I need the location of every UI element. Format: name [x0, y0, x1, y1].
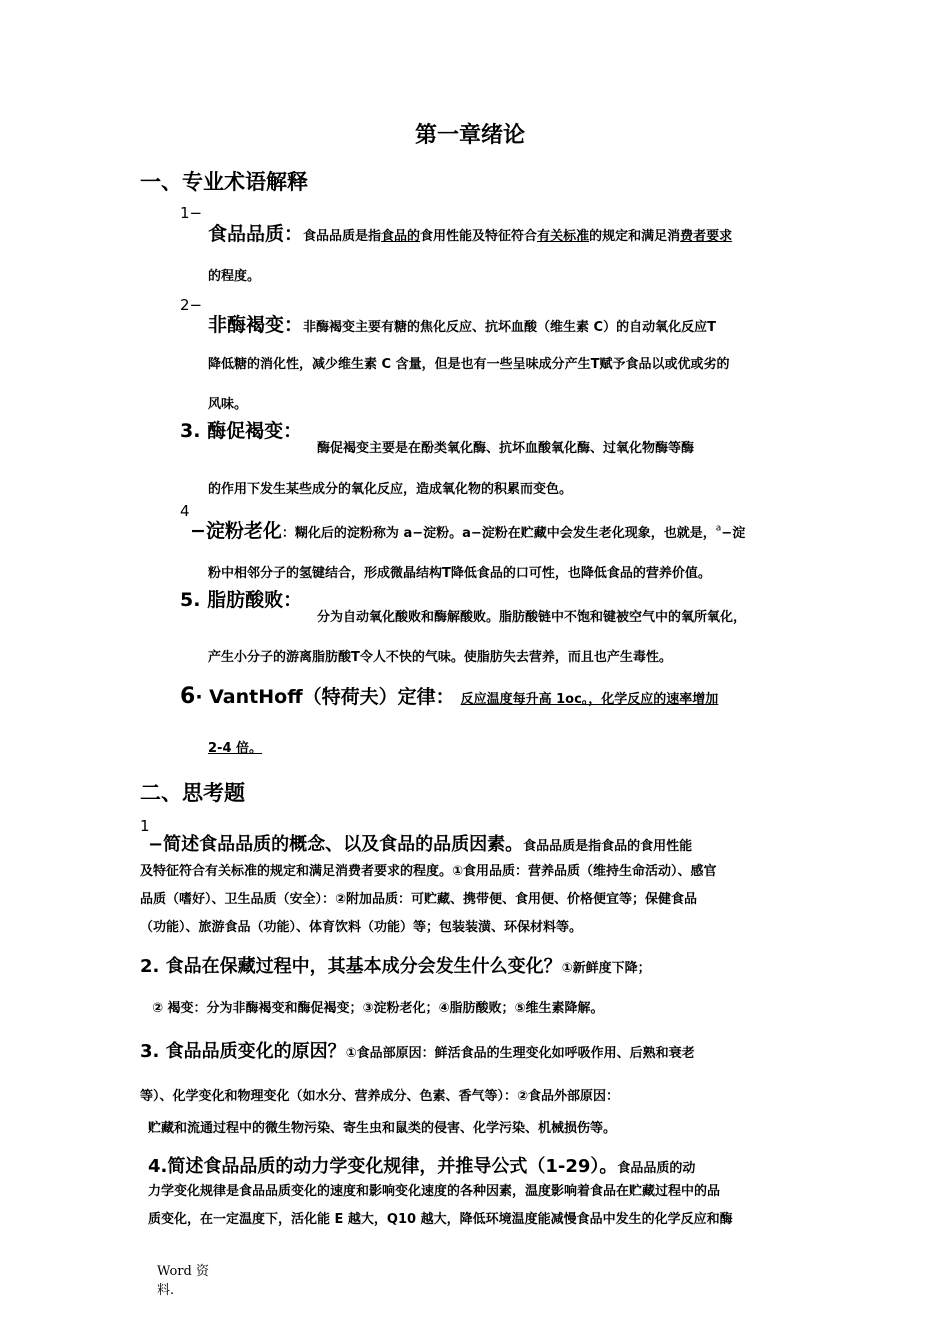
item4-line2: 粉中相邻分子的氢键结合，形成微晶结构T降低食品的口可性，也降低食品的营养价值。	[208, 566, 711, 581]
chapter-title: 第一章绪论	[415, 123, 526, 148]
item4-term: −淀粉老化	[190, 520, 282, 542]
item1-line2: 的程度。	[208, 269, 261, 284]
item6-line2: 2-4 倍。	[208, 741, 263, 756]
footer-line2: 料.	[157, 1283, 175, 1298]
item4-line1	[190, 516, 745, 543]
item4-text1: ：糊化后的淀粉称为 a−淀粉。a−淀粉在贮藏中会发生老化现象，也就是，	[281, 526, 716, 541]
item3-line2: 的作用下发生某些成分的氧化反应，造成氧化物的积累而变色。	[208, 482, 573, 497]
q2-title-line	[140, 952, 651, 978]
section2-heading: 二、思考题	[140, 781, 245, 805]
q4-line2: 质变化，在一定温度下，活化能 E 越大，Q10 越大，降低环境温度能减慢食品中发生的化学反应和酶	[148, 1212, 733, 1227]
item5-term: 脂肪酸败：	[207, 589, 303, 611]
item6-number: 6	[180, 684, 196, 709]
q3-line2: 等）、化学变化和物理变化（如水分、营养成分、色素、香气等）：②食品外部原因：	[140, 1089, 620, 1104]
q1-line3: （功能）、旅游食品（功能）、体育饮料（功能）等；包装装潢、环保材料等。	[140, 920, 583, 935]
item1-seg3: 的规定和满足消	[589, 229, 681, 244]
item1-seg1u: 食品的	[381, 229, 421, 244]
q2-line2: ② 褐变：分为非酶褐变和酶促褐变；③淀粉老化；④脂肪酸败；⑤维生素降解。	[152, 1001, 604, 1016]
item4-sup: a	[715, 523, 722, 534]
item2-term: 非酶褐变：	[208, 314, 304, 336]
q4-title-line	[148, 1152, 695, 1178]
item3-term: 酶促褐变：	[207, 420, 303, 442]
item4-number: 4	[180, 502, 190, 520]
q4-tail: 食品品质的动	[617, 1161, 696, 1176]
item2-line2: 降低糖的消化性，减少维生素 C 含量，但是也有一些呈味成分产生T赋予食品以或优或劣的	[208, 357, 730, 372]
item1-number: 1−	[180, 204, 203, 222]
item1-seg3u: 费者要求	[680, 229, 733, 244]
item1-seg2: 食用性能及特征符合	[420, 229, 538, 244]
q1-line1: 及特征符合有关标准的规定和满足消费者要求的程度。①食用品质：营养品质（维持生命活动）、感官	[140, 864, 717, 879]
item2-number: 2−	[180, 296, 203, 314]
q4-title: 4.简述食品品质的动力学变化规律，并推导公式（1-29）。	[148, 1156, 618, 1177]
q2-tail: ①新鲜度下降；	[561, 961, 651, 976]
q3-title: 3. 食品品质变化的原因？	[140, 1041, 346, 1062]
item6-line1	[180, 682, 718, 709]
section1-heading: 一、专业术语解释	[140, 170, 308, 194]
q1-line2: 品质（嗜好）、卫生品质（安全）：②附加品质：可贮藏、携带便、食用便、价格便宜等；保健食品	[140, 892, 698, 907]
q3-line3: 贮藏和流通过程中的微生物污染、寄生虫和鼠类的侵害、化学污染、机械损伤等。	[148, 1121, 617, 1136]
item3-number: 3.	[180, 420, 201, 442]
item3-heading	[180, 416, 302, 443]
item2-line3: 风味。	[208, 397, 248, 412]
q2-title: 2. 食品在保藏过程中，其基本成分会发生什么变化？	[140, 956, 562, 977]
item5-number: 5.	[180, 589, 201, 611]
item1-seg2u: 有关标准	[537, 229, 590, 244]
item6-term: · VantHoff（特荷夫）定律：	[195, 686, 455, 708]
footer-line1: Word 资	[157, 1264, 209, 1279]
q1-number: 1	[140, 817, 150, 835]
q4-body	[148, 1178, 733, 1234]
item5-line1: 分为自动氧化酸败和酶解酸败。脂肪酸链中不饱和键被空气中的氧所氧化，	[317, 610, 747, 625]
q1-title: −简述食品品质的概念、以及食品的品质因素。	[148, 834, 524, 855]
q1-line0: 食品品质是指食品的食用性能	[523, 839, 693, 854]
q3-title-line	[140, 1037, 695, 1063]
item3-line1: 酶促褐变主要是在酚类氧化酶、抗坏血酸氧化酶、过氧化物酶等酶	[317, 441, 695, 456]
q1-body	[140, 858, 717, 942]
item6-text1: 反应温度每升高 1oc。，化学反应的速率增加	[460, 692, 719, 707]
item5-heading	[180, 585, 302, 612]
q1-title-line	[148, 830, 692, 856]
item1-line1	[208, 219, 732, 246]
item1-term: 食品品质：	[208, 223, 304, 245]
item2-text1: 非酶褐变主要有糖的焦化反应、抗坏血酸（维生素 C）的自动氧化反应T	[303, 320, 716, 335]
item5-line2: 产生小分子的游离脂肪酸T令人不快的气味。使脂肪失去营养，而且也产生毒性。	[208, 650, 672, 665]
item1-seg1: 食品品质是指	[303, 229, 382, 244]
item2-line1	[208, 310, 716, 337]
q4-line1: 力学变化规律是食品品质变化的速度和影响变化速度的各种因素，温度影响着食品在贮藏过程中的品	[148, 1184, 721, 1199]
item4-text1b: −淀	[721, 526, 746, 541]
q3-tail: ①食品部原因：鲜活食品的生理变化如呼吸作用、后熟和衰老	[345, 1046, 695, 1061]
